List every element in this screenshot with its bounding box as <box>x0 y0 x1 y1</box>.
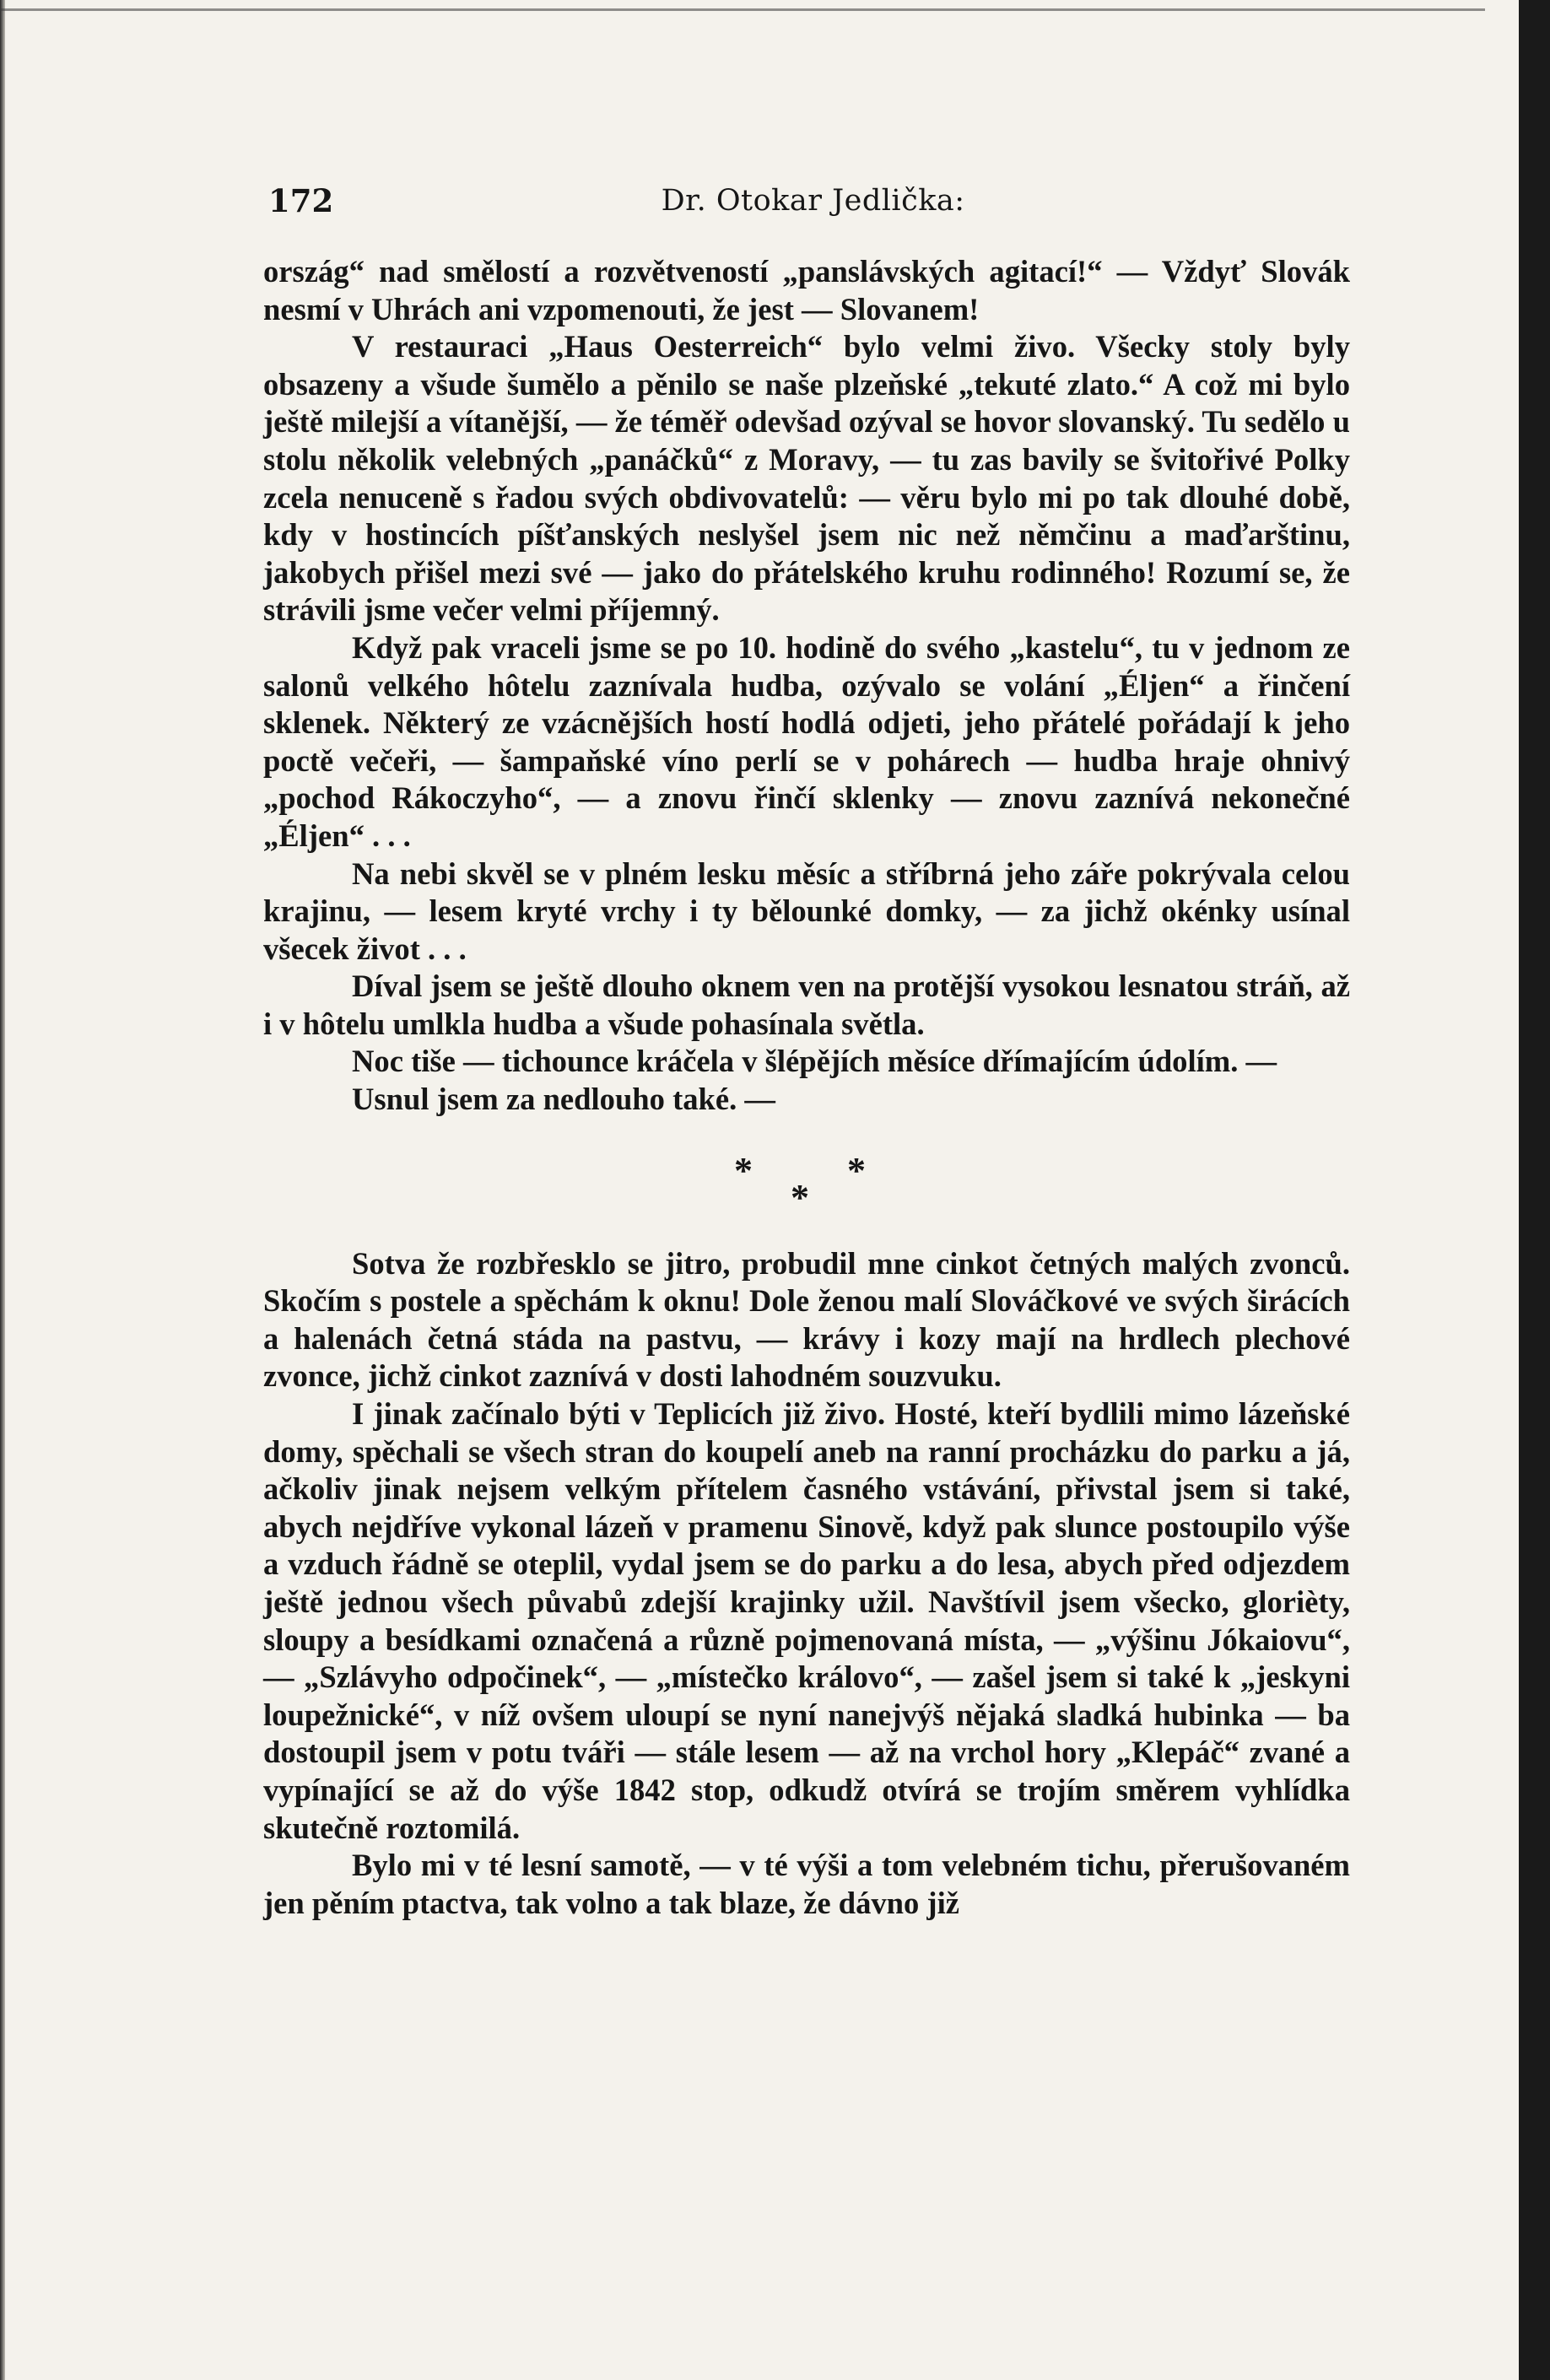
paragraph: Na nebi skvěl se v plném lesku měsíc a stříbrná jeho záře pokrývala celou krajinu, — lesem kryté vrchy i ty bělounké domky, — za jichž okénky usínal všecek život . . . <box>263 855 1350 966</box>
paragraph: ország“ nad smělostí a rozvětveností „panslávských agitací!“ — Vždyť Slovák nesmí v Uhrách ani vzpomenouti, že jest — Slovanem! <box>263 254 1350 327</box>
running-title: Dr. Otokar Jedlička: <box>661 184 965 218</box>
page-number: 172 <box>268 182 334 219</box>
separator-star: * <box>791 1176 809 1218</box>
separator-star: * <box>734 1149 753 1191</box>
separator-star: * <box>847 1149 866 1191</box>
paragraph: Díval jsem se ještě dlouho oknem ven na protější vysokou lesnatou stráň, až i v hôtelu umlkla hudba a všude pohasínala světla. <box>263 969 1350 1041</box>
body-text <box>263 253 1350 1922</box>
paragraph: Usnul jsem za nedlouho také. — <box>352 1082 775 1117</box>
page-edge-shadow <box>0 0 5 2380</box>
paragraph: V restauraci „Haus Oesterreich“ bylo velmi živo. Všecky stoly byly obsazeny a všude šumělo a pěnilo se naše plzeňské „tekuté zlato.“ A což mi bylo ještě milejší a vítanější, — že téměř odevšad ozýval se hovor slovanský. Tu sedělo u stolu několik velebných „panáčků“ z Moravy, — tu zas bavily se švitořivé Polky zcela nenuceně s řadou svých obdivovatelů: — věru bylo mi po tak dlouhé době, kdy v hostincích píšťanských neslyšel jsem nic než němčinu a maďarštinu, jakobych přišel mezi své — jako do přátelského kruhu rodinného! Rozumí se, že strávili jsme večer velmi příjemný. <box>263 329 1350 628</box>
paragraph: I jinak začínalo býti v Teplicích již živo. Hosté, kteří bydlili mimo lázeňské domy, spěchali se všech stran do koupelí aneb na ranní procházku do parku a já, ačkoliv jinak nejsem velkým přítelem časného vstávání, přivstal jsem si také, abych nejdříve vykonal lázeň v pramenu Sinově, když pak slunce postoupilo výše a vzduch řádně se oteplil, vydal jsem se do parku a do lesa, abych před odjezdem ještě jednou všech půvabů zdejší krajinky užil. Navštívil jsem všecko, glorièty, sloupy a besídkami označená a různě pojmenovaná místa, — „výšinu Jókaiovu“, — „Szlávyho odpočinek“, — „místečko královo“, — zašel jsem si také k „jeskyni loupežnické“, v níž ovšem uloupí se nyní nanejvýš nějaká sladká hubinka — ba dostoupil jsem v potu tváři — stále lesem — až na vrchol hory „Klepáč“ zvané a vypínající se až do výše 1842 stop, odkudž otvírá se trojím směrem vyhlídka skutečně roztomilá. <box>263 1396 1350 1845</box>
paragraph: Noc tiše — tichounce kráčela v šlépějích měsíce dřímajícím údolím. — <box>352 1044 1277 1079</box>
paragraph: Bylo mi v té lesní samotě, — v té výši a tom velebném tichu, přerušovaném jen pěním ptactva, tak volno a tak blaze, že dávno již <box>263 1848 1350 1920</box>
paragraph: Když pak vraceli jsme se po 10. hodině do svého „kastelu“, tu v jednom ze salonů velkého hôtelu zaznívala hudba, ozývalo se volání „Éljen“ a řinčení sklenek. Některý ze vzácnějších hostí hodlá odjeti, jeho přátelé pořádají k jeho poctě večeři, — šampaňské víno perlí se v pohárech — hudba hraje ohnivý „pochod Rákoczyho“, — a znovu řinčí sklenky — znovu zaznívá nekonečné „Éljen“ . . . <box>263 629 1350 853</box>
top-edge-rule <box>0 8 1485 11</box>
paragraph: Sotva že rozbřesklo se jitro, probudil mne cinkot četných malých zvonců. Skočím s postele a spěchám k oknu! Dole ženou malí Slováčkové ve svých širácích a halenách četná stáda na pastvu, — krávy i kozy mají na hrdlech plechové zvonce, jichž cinkot zaznívá v dosti lahodném souzvuku. <box>263 1245 1350 1394</box>
page-header <box>268 177 1352 224</box>
section-separator <box>263 1144 1350 1245</box>
